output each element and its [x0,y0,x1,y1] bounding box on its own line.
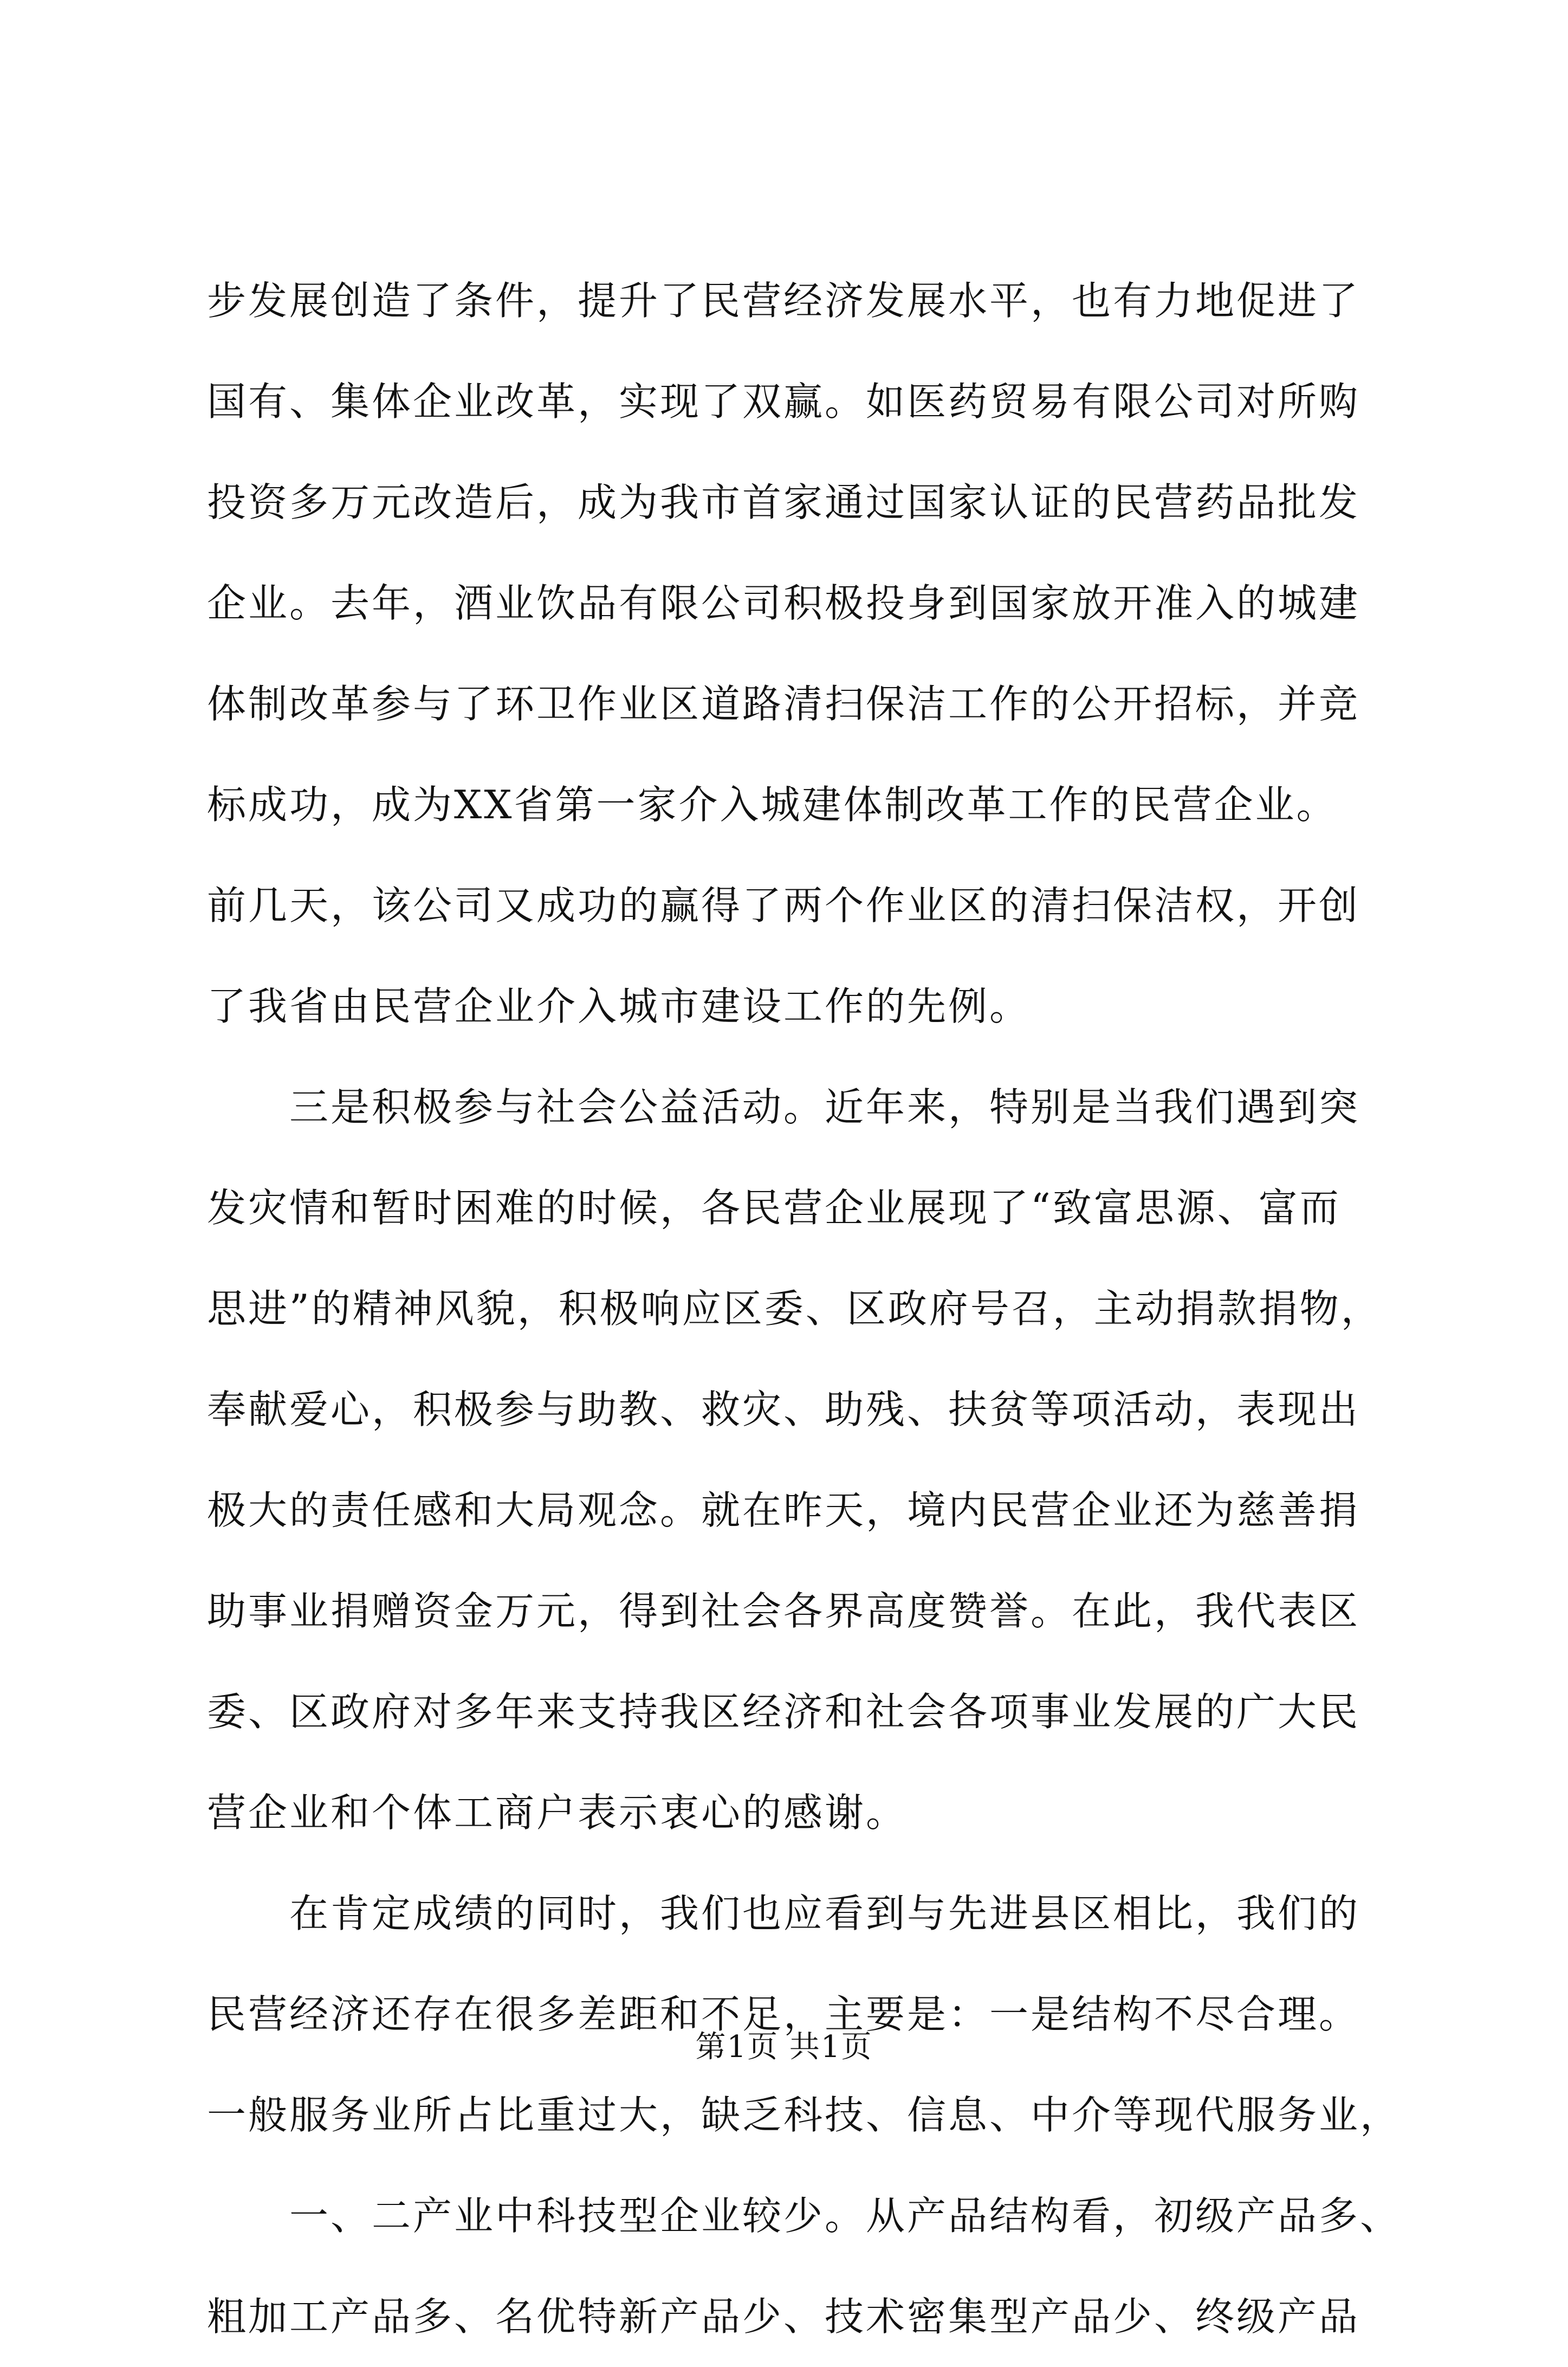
text-line: 前几天，该公司又成功的赢得了两个作业区的清扫保洁权，开创 [207,883,1360,928]
text-line: 投资多万元改造后，成为我市首家通过国家认证的民营药品批发 [207,480,1360,525]
text-line: 助事业捐赠资金万元，得到社会各界高度赞誉。在此，我代表区 [207,1588,1360,1634]
text-line: 体制改革参与了环卫作业区道路清扫保洁工作的公开招标，并竞 [207,681,1360,727]
text-line: 三是积极参与社会公益活动。近年来，特别是当我们遇到突 [207,1084,1360,1130]
text-line: 极大的责任感和大局观念。就在昨天，境内民营企业还为慈善捐 [207,1488,1360,1533]
page-number-label: 第1页 共1页 [695,2029,873,2065]
text-line: 了我省由民营企业介入城市建设工作的先例。 [207,984,1031,1029]
text-line: 营企业和个体工商户表示衷心的感谢。 [207,1790,908,1835]
text-line: 发灾情和暂时困难的时候，各民营企业展现了“致富思源、富而 [207,1185,1341,1231]
text-line: 企业。去年，酒业饮品有限公司积极投身到国家放开准入的城建 [207,580,1360,626]
text-line: 标成功，成为XX省第一家介入城建体制改革工作的民营企业。 [207,782,1338,827]
text-line: 奉献爱心，积极参与助教、救灾、助残、扶贫等项活动，表现出 [207,1387,1360,1432]
text-line: 一、二产业中科技型企业较少。从产品结构看，初级产品多、 [207,2193,1402,2239]
text-line: 在肯定成绩的同时，我们也应看到与先进县区相比，我们的 [207,1891,1360,1936]
text-line: 一般服务业所占比重过大，缺乏科技、信息、中介等现代服务业， [207,2092,1402,2138]
text-line: 委、区政府对多年来支持我区经济和社会各项事业发展的广大民 [207,1689,1360,1735]
text-line: 民营经济还存在很多差距和不足，主要是：一是结构不尽合理。 [207,1991,1360,2037]
text-line: 步发展创造了条件，提升了民营经济发展水平，也有力地促进了 [207,278,1360,324]
page-footer [0,2026,1568,2069]
text-line: 粗加工产品多、名优特新产品少、技术密集型产品少、终级产品 [207,2294,1360,2339]
text-line: 国有、集体企业改革，实现了双赢。如医药贸易有限公司对所购 [207,379,1360,424]
text-line: 思进”的精神风貌，积极响应区委、区政府号召，主动捐款捐物， [207,1286,1382,1331]
